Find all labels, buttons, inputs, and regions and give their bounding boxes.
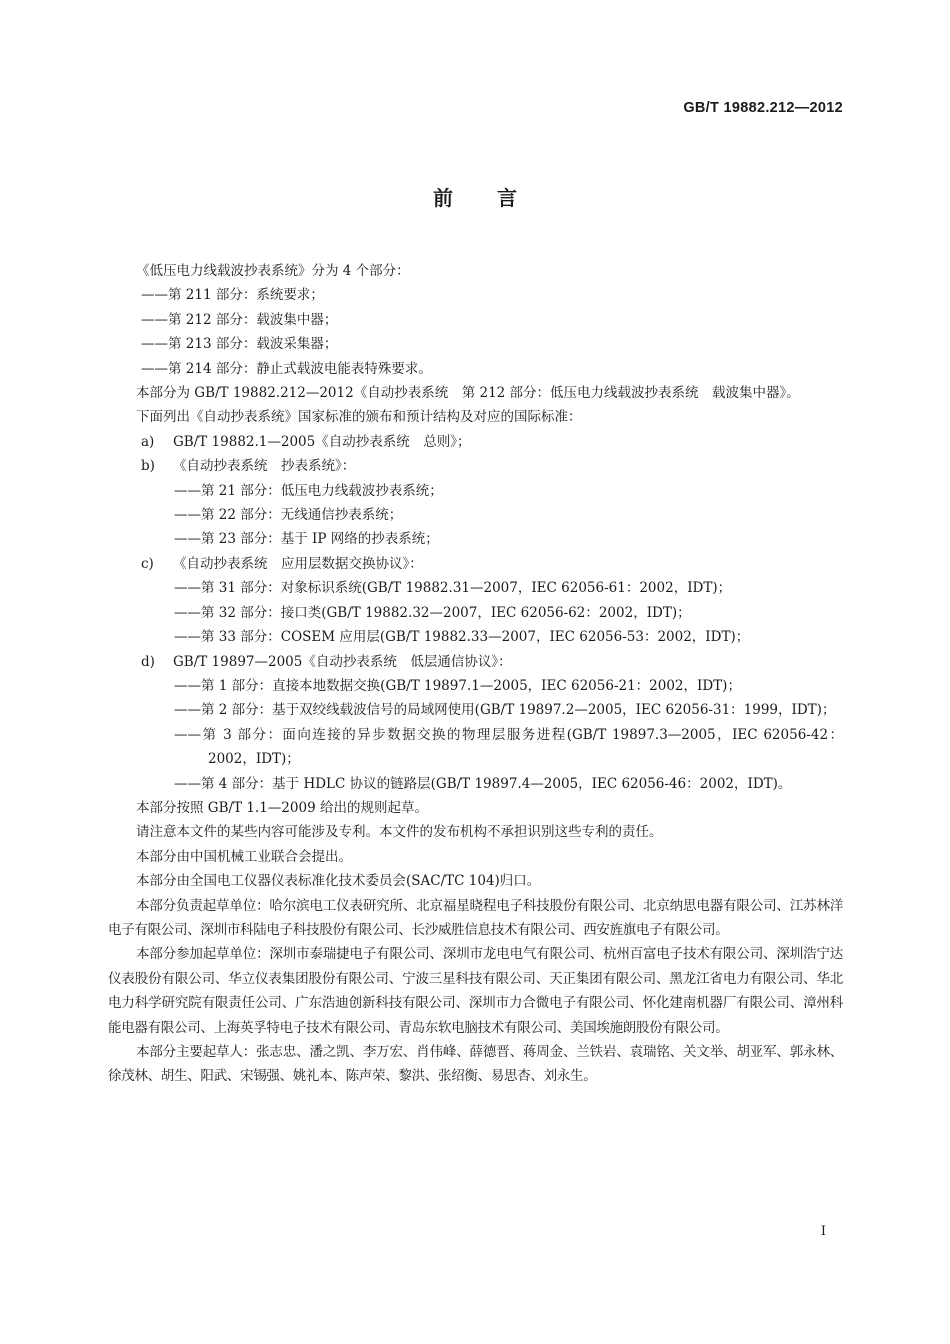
lead-drafting-units: 本部分负责起草单位：哈尔滨电工仪表研究所、北京福星晓程电子科技股份有限公司、北京纳思电器有限公司、江苏林洋电子有限公司、深圳市科陆电子科技股份有限公司、长沙威胜信息技术有限公司、西安旌旗电子有限公司。	[108, 897, 843, 938]
item-text: GB/T 19897—2005《自动抄表系统 低层通信协议》：	[173, 653, 512, 670]
part-list-item: ——第 213 部分：载波采集器；	[141, 336, 338, 353]
item-text: 《自动抄表系统 抄表系统》：	[173, 458, 356, 475]
item-label: b)	[141, 458, 155, 475]
sub-part-item: ——第 21 部分：低压电力线载波抄表系统；	[174, 482, 443, 499]
intro-lead: 《低压电力线载波抄表系统》分为 4 个部分：	[136, 263, 410, 279]
item-text: 《自动抄表系统 应用层数据交换协议》：	[173, 555, 423, 572]
participating-drafting-units: 本部分参加起草单位：深圳市泰瑞捷电子有限公司、深圳市龙电电气有限公司、杭州百富电子技术有限公司、深圳浩宁达仪表股份有限公司、华立仪表集团股份有限公司、宁波三星科技有限公司、天正集团有限公司、黑龙江省电力有限公司、华北电力科学研究院有限责任公司、广东浩迪创新科技有限公司、深圳市力合微电子有限公司、怀化建南机器厂有限公司、漳州科能电器有限公司、上海英孚特电子技术有限公司、青岛东软电脑技术有限公司、美国埃施朗股份有限公司。	[108, 946, 843, 1036]
standards-list-lead: 下面列出《自动抄表系统》国家标准的颁布和预计结构及对应的国际标准：	[136, 409, 582, 426]
item-label: c)	[141, 555, 154, 572]
standard-item-a	[108, 430, 843, 454]
part-list-item: ——第 211 部分：系统要求；	[141, 287, 324, 304]
sub-part-item: ——第 1 部分：直接本地数据交换(GB/T 19897.1—2005，IEC 62056-21：2002，IDT)；	[174, 677, 741, 694]
document-code: GB/T 19882.212—2012	[683, 100, 843, 116]
part-list-item: ——第 212 部分：载波集中器；	[141, 311, 338, 328]
sub-part-item: ——第 3 部分：面向连接的异步数据交换的物理层服务进程(GB/T 19897.3—2005，IEC 62056-42：2002，IDT)；	[174, 726, 843, 768]
foreword-body	[108, 259, 843, 1089]
patent-notice: 请注意本文件的某些内容可能涉及专利。本文件的发布机构不承担识别这些专利的责任。	[136, 824, 663, 841]
sub-part-item: ——第 31 部分：对象标识系统(GB/T 19882.31—2007，IEC 62056-61：2002，IDT)；	[174, 580, 732, 597]
part-list-item: ——第 214 部分：静止式载波电能表特殊要求。	[141, 360, 432, 377]
sub-part-item: ——第 2 部分：基于双绞线载波信号的局域网使用(GB/T 19897.2—2005，IEC 62056-31：1999，IDT)；	[174, 702, 836, 719]
drafting-rules: 本部分按照 GB/T 1.1—2009 给出的规则起草。	[136, 799, 428, 816]
centralized-by: 本部分由全国电工仪器仪表标准化技术委员会(SAC/TC 104)归口。	[136, 873, 541, 890]
standard-item-d	[108, 650, 843, 674]
main-drafters: 本部分主要起草人：张志忠、潘之凯、李万宏、肖伟峰、薛德晋、蒋周金、兰铁岩、袁瑞铭、关文举、胡亚军、郭永林、徐茂林、胡生、阳武、宋锡强、姚礼本、陈声荣、黎洪、张绍衡、易思杏、刘永生。	[108, 1044, 843, 1085]
sub-part-item: ——第 22 部分：无线通信抄表系统；	[174, 507, 403, 524]
standard-item-b	[108, 454, 843, 478]
page-title: 前言	[433, 186, 561, 210]
proposed-by: 本部分由中国机械工业联合会提出。	[136, 848, 352, 865]
item-label: a)	[141, 433, 155, 450]
standard-item-c	[108, 552, 843, 576]
sub-part-item: ——第 23 部分：基于 IP 网络的抄表系统；	[174, 531, 439, 548]
sub-part-item: ——第 33 部分：COSEM 应用层(GB/T 19882.33—2007，IEC 62056-53：2002，IDT)；	[174, 629, 750, 646]
page-number: I	[820, 1224, 826, 1239]
item-label: d)	[141, 653, 155, 670]
sub-part-item: ——第 4 部分：基于 HDLC 协议的链路层(GB/T 19897.4—2005，IEC 62056-46：2002，IDT)。	[174, 775, 792, 792]
item-text: GB/T 19882.1—2005《自动抄表系统 总则》；	[173, 433, 471, 450]
sub-part-item: ——第 32 部分：接口类(GB/T 19882.32—2007，IEC 62056-62：2002，IDT)；	[174, 604, 691, 621]
this-part-statement: 本部分为 GB/T 19882.212—2012《自动抄表系统 第 212 部分：低压电力线载波抄表系统 载波集中器》。	[136, 385, 800, 402]
